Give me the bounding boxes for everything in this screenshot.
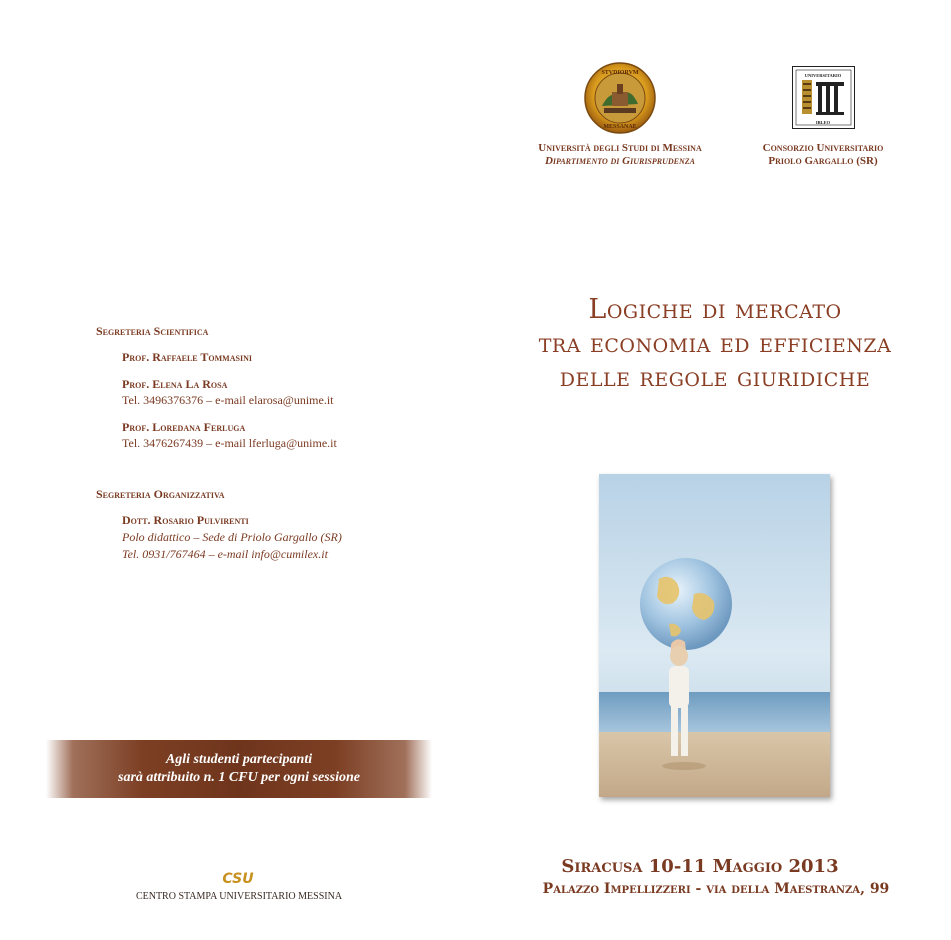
svg-text:MESSANAE: MESSANAE (603, 124, 637, 130)
segreteria-scientifica-heading: Segreteria Scientifica (96, 324, 209, 338)
svg-text:UNIVERSITARIO: UNIVERSITARIO (804, 73, 842, 78)
consorzio-place: Priolo Gargallo (SR) (768, 155, 878, 167)
organizer-location: Polo didattico – Sede di Priolo Gargallo (SR) (122, 530, 342, 544)
banner-line-2: sarà attribuito n. 1 CFU per ogni sessione (118, 770, 360, 785)
organizer-name: Dott. Rosario Pulvirenti (122, 513, 249, 527)
event-dates: Siracusa 10-11 Maggio 2013 (561, 856, 839, 877)
person-name: Prof. Raffaele Tommasini (122, 350, 252, 364)
organizer-contact: Tel. 0931/767464 – e-mail info@cumilex.it (122, 547, 328, 561)
cfu-banner (46, 740, 432, 798)
globe-beach-photo (599, 474, 830, 797)
conference-title (500, 293, 930, 395)
banner-line-1: Agli studenti partecipanti (165, 752, 313, 767)
svg-text:CSU: CSU (222, 871, 254, 886)
person-contact: Tel. 3496376376 – e-mail elarosa@unime.it (122, 393, 334, 407)
event-venue: Palazzo Impellizzeri - via della Maestranza, 99 (542, 881, 890, 897)
svg-text:IBLEO: IBLEO (815, 120, 831, 125)
person-name: Prof. Loredana Ferluga (122, 420, 246, 434)
department-name: Dipartimento di Giurisprudenza (544, 155, 695, 167)
university-name-block (520, 142, 720, 168)
svg-text:STVDIORVM: STVDIORVM (601, 70, 639, 76)
title-line-1: Logiche di mercato (588, 294, 842, 325)
title-line-2: tra economia ed efficienza (538, 328, 892, 359)
consorzio-name: Consorzio Universitario (762, 142, 884, 154)
university-name: Università degli Studi di Messina (538, 142, 702, 154)
segreteria-organizzativa-heading: Segreteria Organizzativa (96, 487, 225, 501)
person-name: Prof. Elena La Rosa (122, 377, 228, 391)
csu-logo-icon (216, 870, 260, 886)
consorzio-logo-icon (792, 66, 855, 129)
printer-name: CENTRO STAMPA UNIVERSITARIO MESSINA (135, 891, 343, 902)
consorzio-name-block (748, 142, 898, 168)
person-contact: Tel. 3476267439 – e-mail lferluga@unime.it (122, 436, 337, 450)
title-line-3: delle regole giuridiche (559, 362, 871, 393)
university-seal-icon (584, 62, 656, 134)
